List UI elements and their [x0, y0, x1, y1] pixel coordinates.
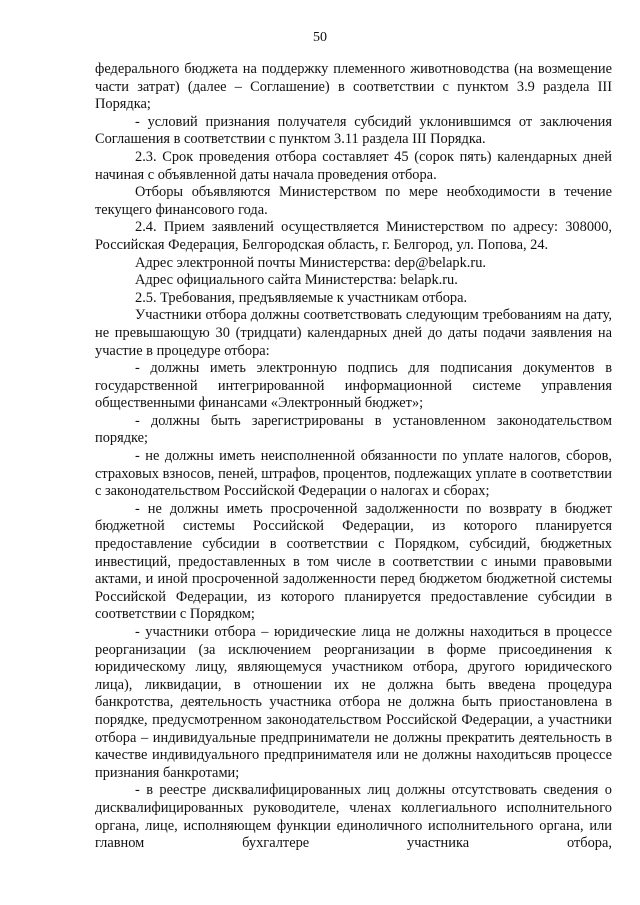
document-body: [95, 61, 612, 853]
paragraph: Адрес официального сайта Министерства: belapk.ru.: [135, 272, 458, 289]
paragraph: - в реестре дисквалифицированных лиц должны отсутствовать сведения о дисквалифицированных руководителе, членах коллегиального исполнительного органа, лице, исполняющем функции единоличного исполнительного органа, или главном бухгалтере участника отбора,: [95, 782, 612, 852]
paragraph: Отборы объявляются Министерством по мере необходимости в течение текущего финансового года.: [95, 184, 612, 218]
paragraph: 2.4. Прием заявлений осуществляется Министерством по адресу: 308000, Российская Федерация, Белгородская область, г. Белгород, ул. Попова, 24.: [95, 219, 612, 253]
paragraph: федерального бюджета на поддержку племенного животноводства (на возмещение части затрат) (далее – Соглашение) в соответствии с пунктом 3.9 раздела III Порядка;: [95, 61, 612, 113]
page-number: 50: [313, 30, 327, 45]
paragraph: - не должны иметь неисполненной обязанности по уплате налогов, сборов, страховых взносов, пеней, штрафов, процентов, подлежащих уплате в соответствии с законодательством Российской Федерации о налогах и сборах;: [95, 448, 612, 500]
paragraph: - должны быть зарегистрированы в установленном законодательством порядке;: [95, 412, 612, 447]
paragraph: - условий признания получателя субсидий уклонившимся от заключения Соглашения в соответствии с пунктом 3.11 раздела III Порядка.: [95, 113, 612, 148]
paragraph: - должны иметь электронную подпись для подписания документов в государственной интегрированной информационной системе управления общественными финансами «Электронный бюджет»;: [95, 360, 612, 412]
paragraph: - участники отбора – юридические лица не должны находиться в процессе реорганизации (за исключением реорганизации в форме присоединения к юридическому лицу, являющемуся участником отбора, другого юридического лица), ликвидации, в отношении их не должна быть введена процедура банкротства, деятельность участника отбора не должна быть приостановлена в порядке, предусмотренном законодательством Российской Федерации, а участники отбора – индивидуальные предприниматели не должны прекратить деятельность в качестве индивидуального предпринимателя или не должны находитьсяв процессе признания банкротами;: [95, 624, 612, 781]
paragraph: Адрес электронной почты Министерства: dep@belapk.ru.: [135, 254, 486, 271]
paragraph: Участники отбора должны соответствовать следующим требованиям на дату, не превышающую 30 (тридцати) календарных дней до даты подачи заявления на участие в процедуре отбора:: [95, 307, 612, 359]
paragraph: - не должны иметь просроченной задолженности по возврату в бюджет бюджетной системы Российской Федерации, из которого планируется предоставление субсидии в соответствии с Порядком, субсидий, бюджетных инвестиций, предоставленных в том числе в соответствии с иными правовыми актами, и иной просроченной задолженности перед бюджетом бюджетной системы Российской Федерации, из которого планируется предоставление субсидии в соответствии с Порядком;: [95, 500, 612, 623]
paragraph: 2.3. Срок проведения отбора составляет 45 (сорок пять) календарных дней начиная с объявленной даты начала проведения отбора.: [95, 148, 612, 183]
paragraph: 2.5. Требования, предъявляемые к участникам отбора.: [135, 289, 468, 306]
